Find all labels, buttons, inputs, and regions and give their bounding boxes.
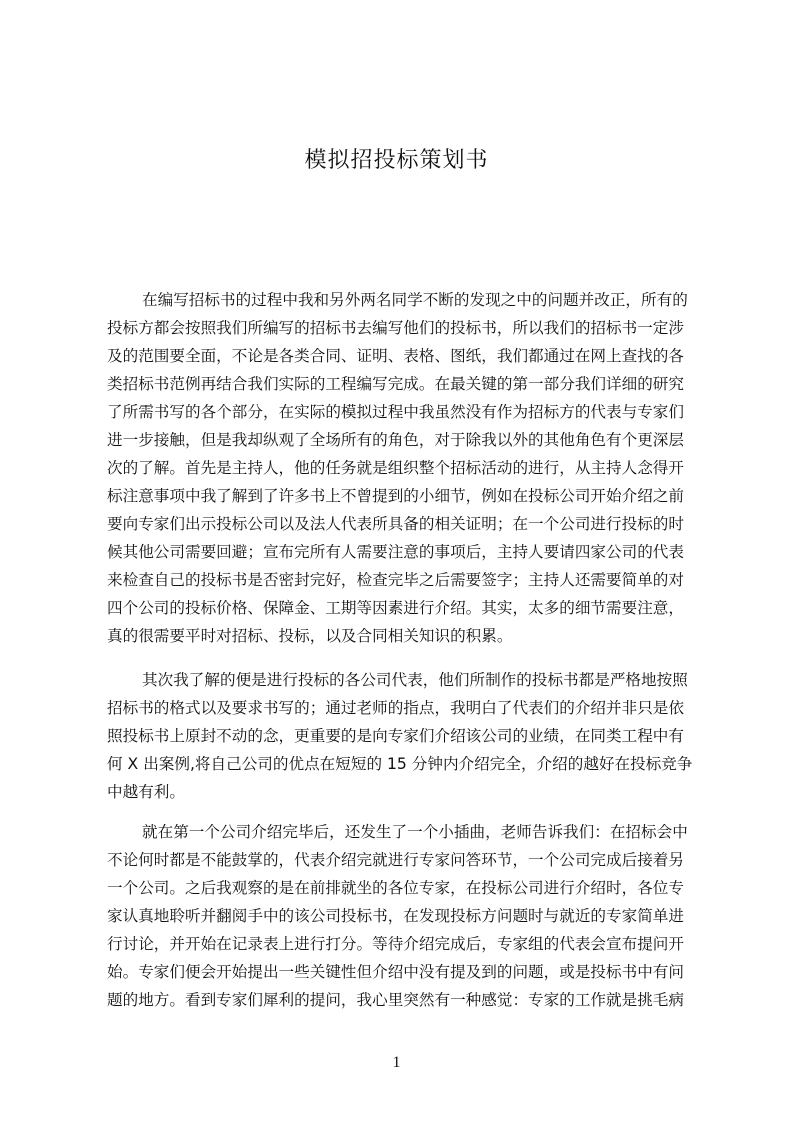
- text-line: 了所需书写的各个部分，在实际的模拟过程中我虽然没有作为招标方的代表与专家们: [107, 403, 684, 421]
- text-line: 一个公司。之后我观察的是在前排就坐的各位专家，在投标公司进行介绍时，各位专: [107, 879, 684, 897]
- text-line: 及的范围要全面，不论是各类合同、证明、表格、图纸，我们都通过在网上查找的各: [107, 347, 684, 365]
- text-line: 四个公司的投标价格、保障金、工期等因素进行介绍。其实，太多的细节需要注意，: [107, 599, 684, 617]
- document-title: 模拟招投标策划书: [304, 148, 489, 173]
- text-line: 来检查自己的投标书是否密封完好，检查完毕之后需要签字；主持人还需要简单的对: [107, 571, 684, 589]
- text-line: 标注意事项中我了解到了许多书上不曾提到的小细节，例如在投标公司开始介绍之前: [107, 487, 684, 505]
- paragraph-3: [107, 818, 700, 1014]
- text-line: 题的地方。看到专家们犀利的提问，我心里突然有一种感觉：专家的工作就是挑毛病: [107, 991, 684, 1009]
- text-line: 中越有利。: [107, 783, 185, 801]
- paragraph-1: [107, 286, 700, 650]
- text-line: 何 X 出案例,将自己公司的优点在短短的 15 分钟内介绍完全，介绍的越好在投标竞争: [107, 755, 693, 773]
- text-line: 投标方都会按照我们所编写的招标书去编写他们的投标书，所以我们的招标书一定涉: [107, 319, 684, 337]
- text-line: 真的很需要平时对招标、投标，以及合同相关知识的积累。: [107, 627, 513, 645]
- text-line: 次的了解。首先是主持人，他的任务就是组织整个招标活动的进行，从主持人念得开: [107, 459, 684, 477]
- text-line: 行讨论，并开始在记录表上进行打分。等待介绍完成后，专家组的代表会宣布提问开: [107, 935, 684, 953]
- text-line: 类招标书范例再结合我们实际的工程编写完成。在最关键的第一部分我们详细的研究: [107, 375, 684, 393]
- paragraph-2: [107, 666, 700, 806]
- text-line: 候其他公司需要回避；宣布完所有人需要注意的事项后，主持人要请四家公司的代表: [107, 543, 684, 561]
- text-line: 要向专家们出示投标公司以及法人代表所具备的相关证明；在一个公司进行投标的时: [107, 515, 684, 533]
- text-line: 不论何时都是不能鼓掌的，代表介绍完就进行专家问答环节，一个公司完成后接着另: [107, 851, 684, 869]
- text-line: 就在第一个公司介绍完毕后，还发生了一个小插曲，老师告诉我们：在招标会中: [142, 823, 688, 841]
- text-line: 照投标书上原封不动的念，更重要的是向专家们介绍该公司的业绩，在同类工程中有: [107, 727, 684, 745]
- text-line: 招标书的格式以及要求书写的；通过老师的指点，我明白了代表们的介绍并非只是依: [107, 699, 684, 717]
- text-line: 家认真地聆听并翻阅手中的该公司投标书，在发现投标方问题时与就近的专家简单进: [107, 907, 684, 925]
- text-line: 在编写招标书的过程中我和另外两名同学不断的发现之中的问题并改正，所有的: [142, 291, 688, 309]
- text-line: 进一步接触，但是我却纵观了全场所有的角色，对于除我以外的其他角色有个更深层: [107, 431, 684, 449]
- text-line: 始。专家们便会开始提出一些关键性但介绍中没有提及到的问题，或是投标书中有问: [107, 963, 684, 981]
- page-number: 1: [392, 1054, 401, 1071]
- text-line: 其次我了解的便是进行投标的各公司代表，他们所制作的投标书都是严格地按照: [142, 671, 688, 689]
